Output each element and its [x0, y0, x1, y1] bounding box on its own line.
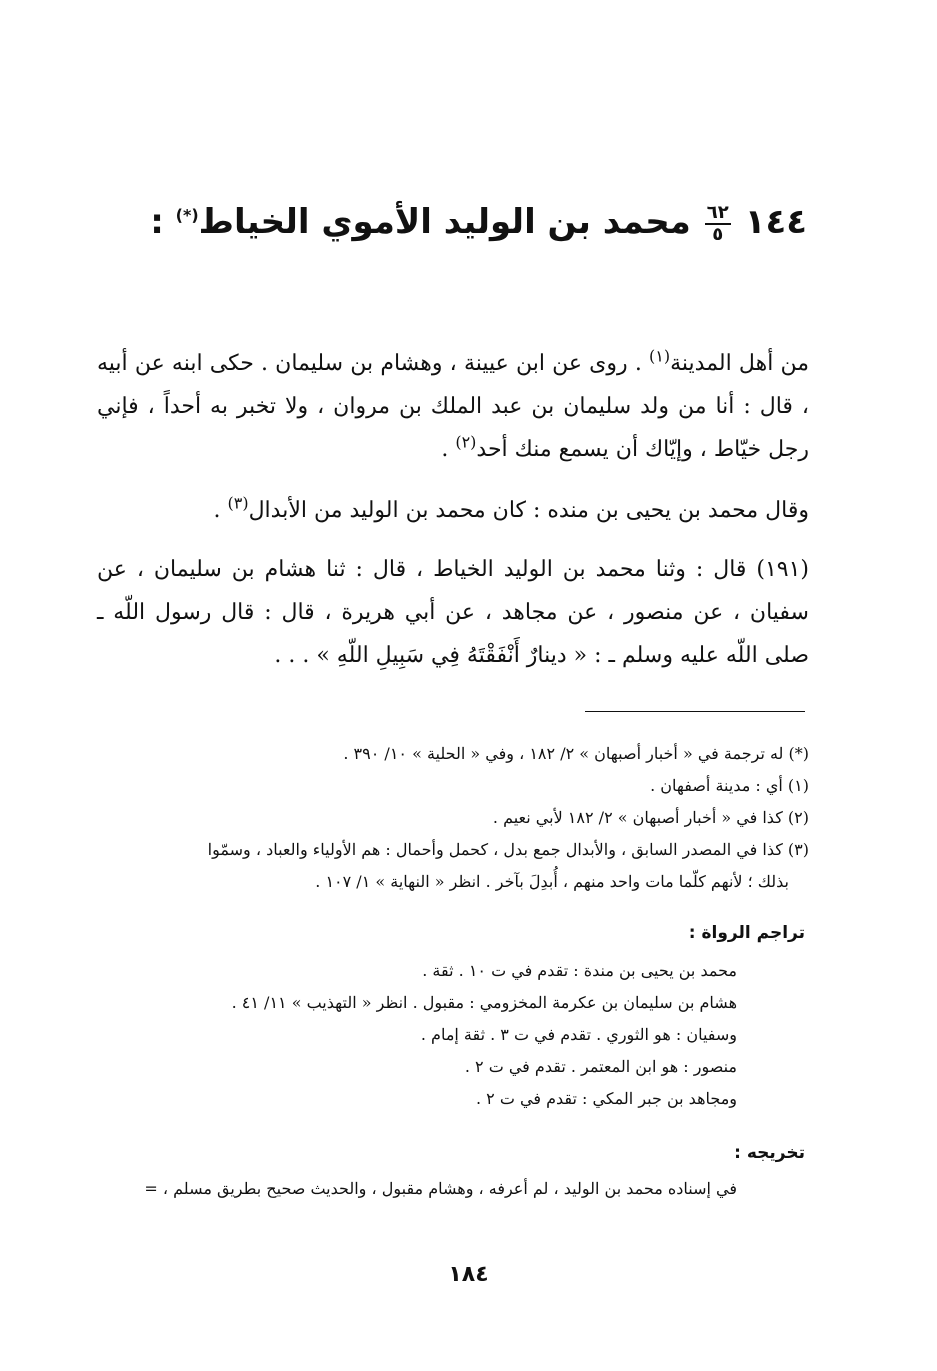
takhrij-text: في إسناده محمد بن الوليد ، لم أعرفه ، وهشام مقبول ، والحديث صحيح بطريق مسلم ، =: [144, 1179, 737, 1198]
narrator-item: هشام بن سليمان بن عكرمة المخزومي : مقبول . انظر « التهذيب » ١١/ ٤١ .: [231, 993, 737, 1012]
paragraph-statement: [97, 489, 809, 532]
narrator-item: وسفيان : هو الثوري . تقدم في ت ٣ . ثقة إمام .: [420, 1025, 737, 1044]
paragraph-biography: [97, 342, 809, 471]
fraction-denominator: ٥: [712, 223, 724, 245]
entry-heading: [107, 192, 807, 252]
p2-text: وقال محمد بن يحيى بن منده : كان محمد بن الوليد من الأبدال: [248, 498, 809, 523]
narrator-item: منصور : هو ابن المعتمر . تقدم في ت ٢ .: [464, 1057, 737, 1076]
footnote-ref-2: (٢): [455, 432, 477, 452]
takhrij-title: تخريجه :: [734, 1143, 805, 1163]
footnote-ref-1: (١): [649, 346, 671, 366]
narrators-list: [117, 955, 737, 1115]
narrators-title: تراجم الرواة :: [688, 923, 805, 943]
footnote-divider: [585, 711, 805, 712]
p2-end: .: [213, 498, 221, 523]
footnotes: [97, 738, 809, 898]
paragraph-hadith: [97, 548, 809, 677]
footnote-2: (٢) كذا في « أخبار أصبهان » ٢/ ١٨٢ لأبي نعيم .: [492, 808, 809, 827]
p1-text-b: . روى عن ابن عيينة ، وهشام بن سليمان . حكى ابنه عن أبيه ، قال : أنا من ولد سليمان بن عبد الملك بن مروان ، ولا تخبر به أحداً ، فإني رجل خيّاط ، وإيّاك أن يسمع منك أحد: [97, 351, 809, 462]
hadith-quote: « دينارٌ أَنْفَقْتَهُ فِي سَبِيلِ اللّهِ » . . .: [274, 643, 588, 668]
entry-fraction: [705, 201, 731, 245]
page-number: ١٨٤: [448, 1262, 489, 1287]
hadith-chain: (١٩١) قال : وثنا محمد بن الوليد الخياط ، قال : ثنا هشام بن سليمان ، عن سفيان ، عن منصور ، عن مجاهد ، عن أبي هريرة ، قال : قال رسول اللّه ـ صلى اللّه عليه وسلم ـ :: [97, 557, 809, 668]
footnote-3-line-2: بذلك ؛ لأنهم كلّما مات واحد منهم ، أُبدِلَ بآخر . انظر « النهاية » ١/ ١٠٧ .: [315, 872, 789, 891]
footnote-3-line-1: (٣) كذا في المصدر السابق ، والأبدال جمع بدل ، كحمل وأحمال : هم الأولياء والعباد ، وسمّوا: [207, 840, 809, 859]
narrator-item: ومجاهد بن جبر المكي : تقدم في ت ٢ .: [476, 1089, 737, 1108]
p1-end: .: [441, 437, 449, 462]
footnote-ref-3: (٣): [227, 493, 249, 513]
title-colon: :: [150, 202, 164, 242]
p1-text-a: من أهل المدينة: [670, 351, 810, 376]
title-footnote-ref: (*): [175, 205, 199, 225]
narrator-item: محمد بن يحيى بن مندة : تقدم في ت ١٠ . ثقة .: [422, 961, 737, 980]
entry-title: محمد بن الوليد الأموي الخياط: [198, 202, 691, 242]
entry-number: ١٤٤: [744, 202, 807, 242]
fraction-numerator: ٦٢: [706, 201, 729, 223]
footnote-1: (١) أي : مدينة أصفهان .: [650, 776, 809, 795]
footnote-star: (*) له ترجمة في « أخبار أصبهان » ٢/ ١٨٢ ، وفي « الحلية » ١٠/ ٣٩٠ .: [343, 744, 809, 763]
